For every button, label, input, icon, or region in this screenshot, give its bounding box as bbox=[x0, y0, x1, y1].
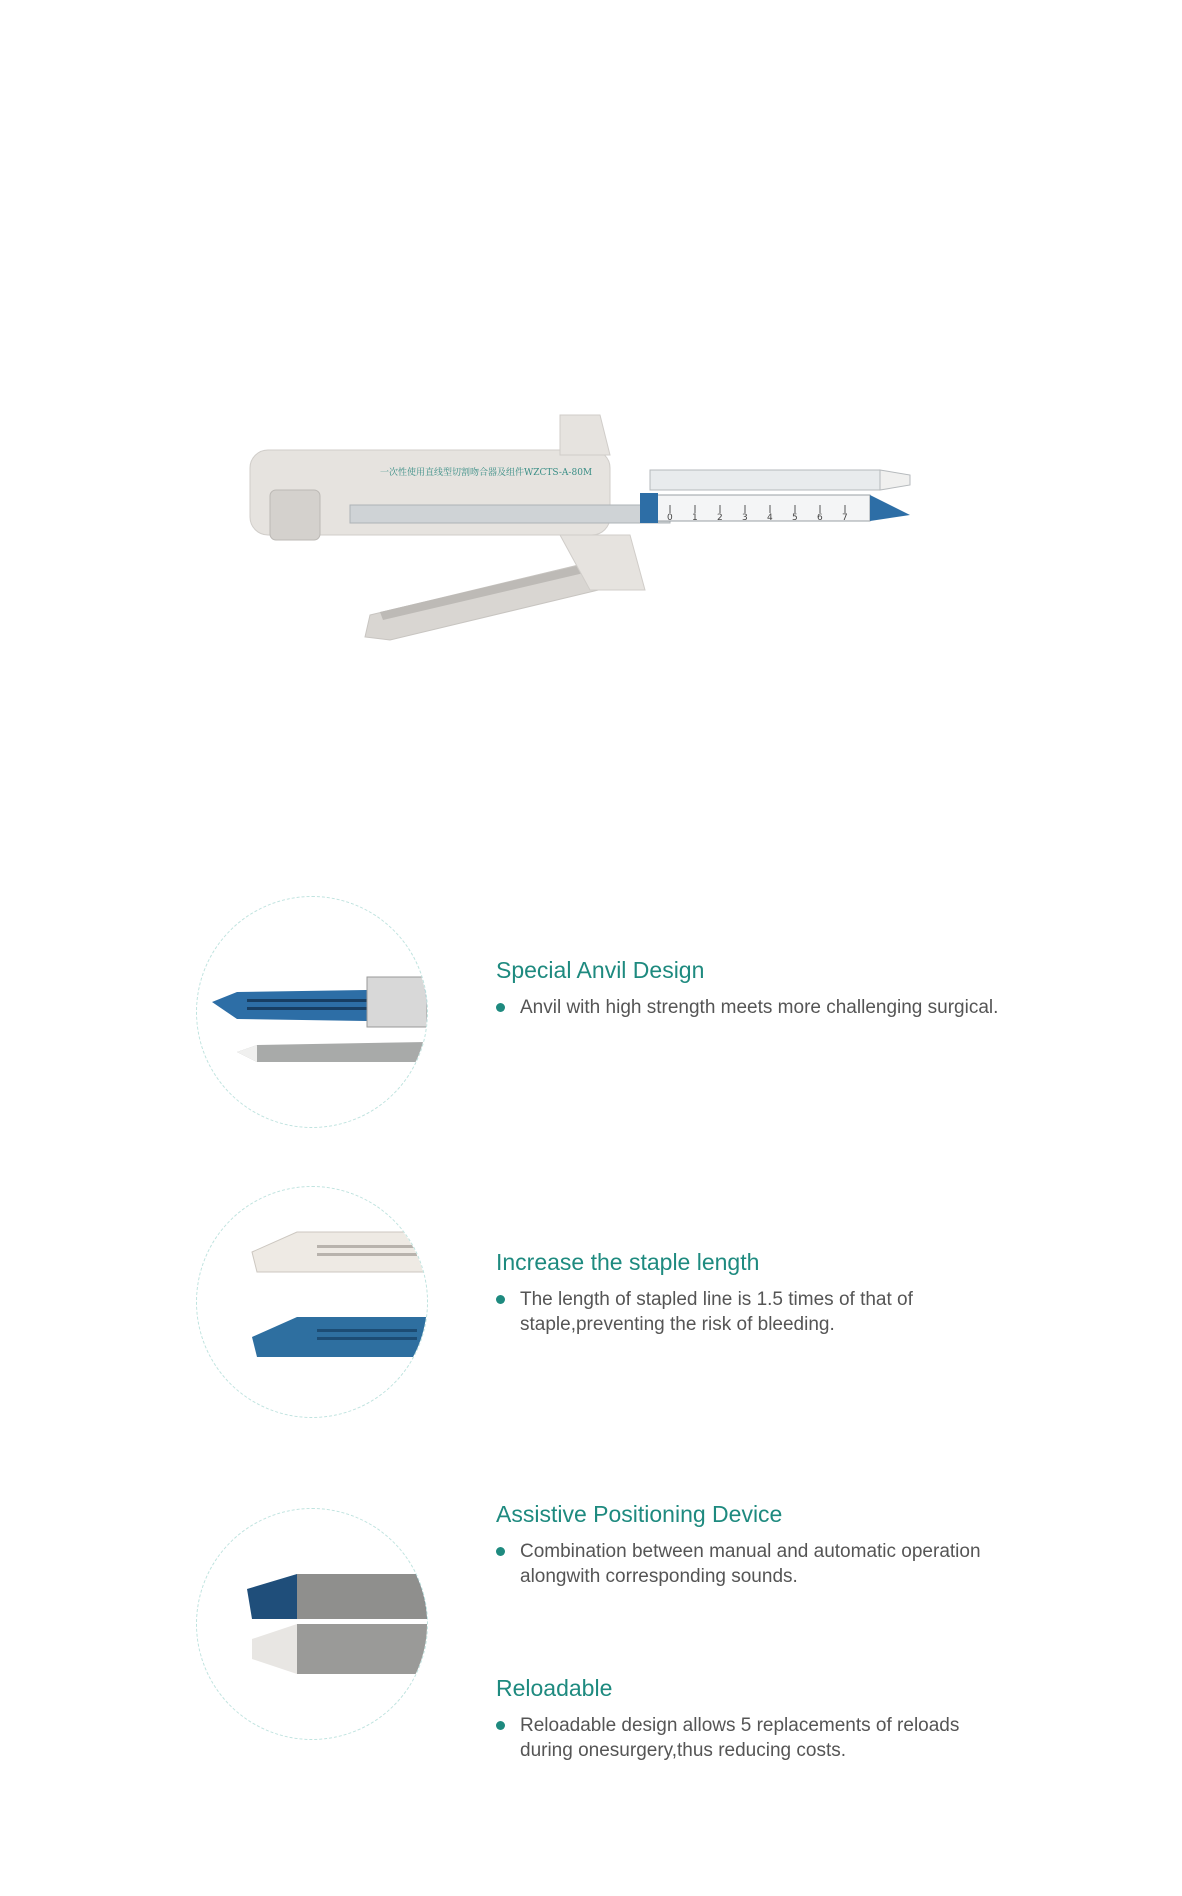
feature-description: Anvil with high strength meets more challenging surgical. bbox=[520, 997, 999, 1018]
feature-text bbox=[496, 1287, 1016, 1337]
scale-number: 5 bbox=[792, 513, 798, 523]
feature-title: Assistive Positioning Device bbox=[496, 1501, 783, 1527]
scale-number: 7 bbox=[842, 513, 848, 523]
scale-number: 6 bbox=[817, 513, 823, 523]
feature-title: Reloadable bbox=[496, 1675, 613, 1701]
bullet-icon bbox=[496, 1547, 505, 1556]
feature-text bbox=[496, 995, 1016, 1020]
feature-title: Increase the staple length bbox=[496, 1249, 760, 1275]
bullet-icon bbox=[496, 1295, 505, 1304]
feature-special-anvil bbox=[496, 955, 1016, 1020]
scale-number: 2 bbox=[717, 513, 723, 523]
feature-positioning bbox=[496, 1499, 1016, 1589]
feature-reloadable bbox=[496, 1673, 1016, 1763]
scale-number: 3 bbox=[742, 513, 748, 523]
feature-description: The length of stapled line is 1.5 times of that of staple,preventing the risk of bleeding. bbox=[520, 1289, 913, 1335]
feature-title: Special Anvil Design bbox=[496, 957, 705, 983]
scale-number: 4 bbox=[767, 513, 773, 523]
scale-number: 0 bbox=[667, 513, 673, 523]
scale-number: 1 bbox=[692, 513, 698, 523]
positioning-device-image bbox=[196, 1508, 428, 1740]
bullet-icon bbox=[496, 1003, 505, 1012]
stapler-hero-image bbox=[230, 405, 990, 655]
feature-text bbox=[496, 1539, 1016, 1589]
staple-length-image bbox=[196, 1186, 428, 1418]
bullet-icon bbox=[496, 1721, 505, 1730]
feature-description: Reloadable design allows 5 replacements of reloads during onesurgery,thus reducing costs. bbox=[520, 1715, 960, 1761]
device-label: 一次性使用直线型切割吻合器及组件WZCTS-A-80M bbox=[380, 468, 593, 478]
anvil-detail-image bbox=[196, 896, 428, 1128]
feature-text bbox=[496, 1713, 1016, 1763]
feature-staple-length bbox=[496, 1247, 1016, 1337]
feature-description: Combination between manual and automatic operation alongwith corresponding sounds. bbox=[520, 1541, 981, 1587]
